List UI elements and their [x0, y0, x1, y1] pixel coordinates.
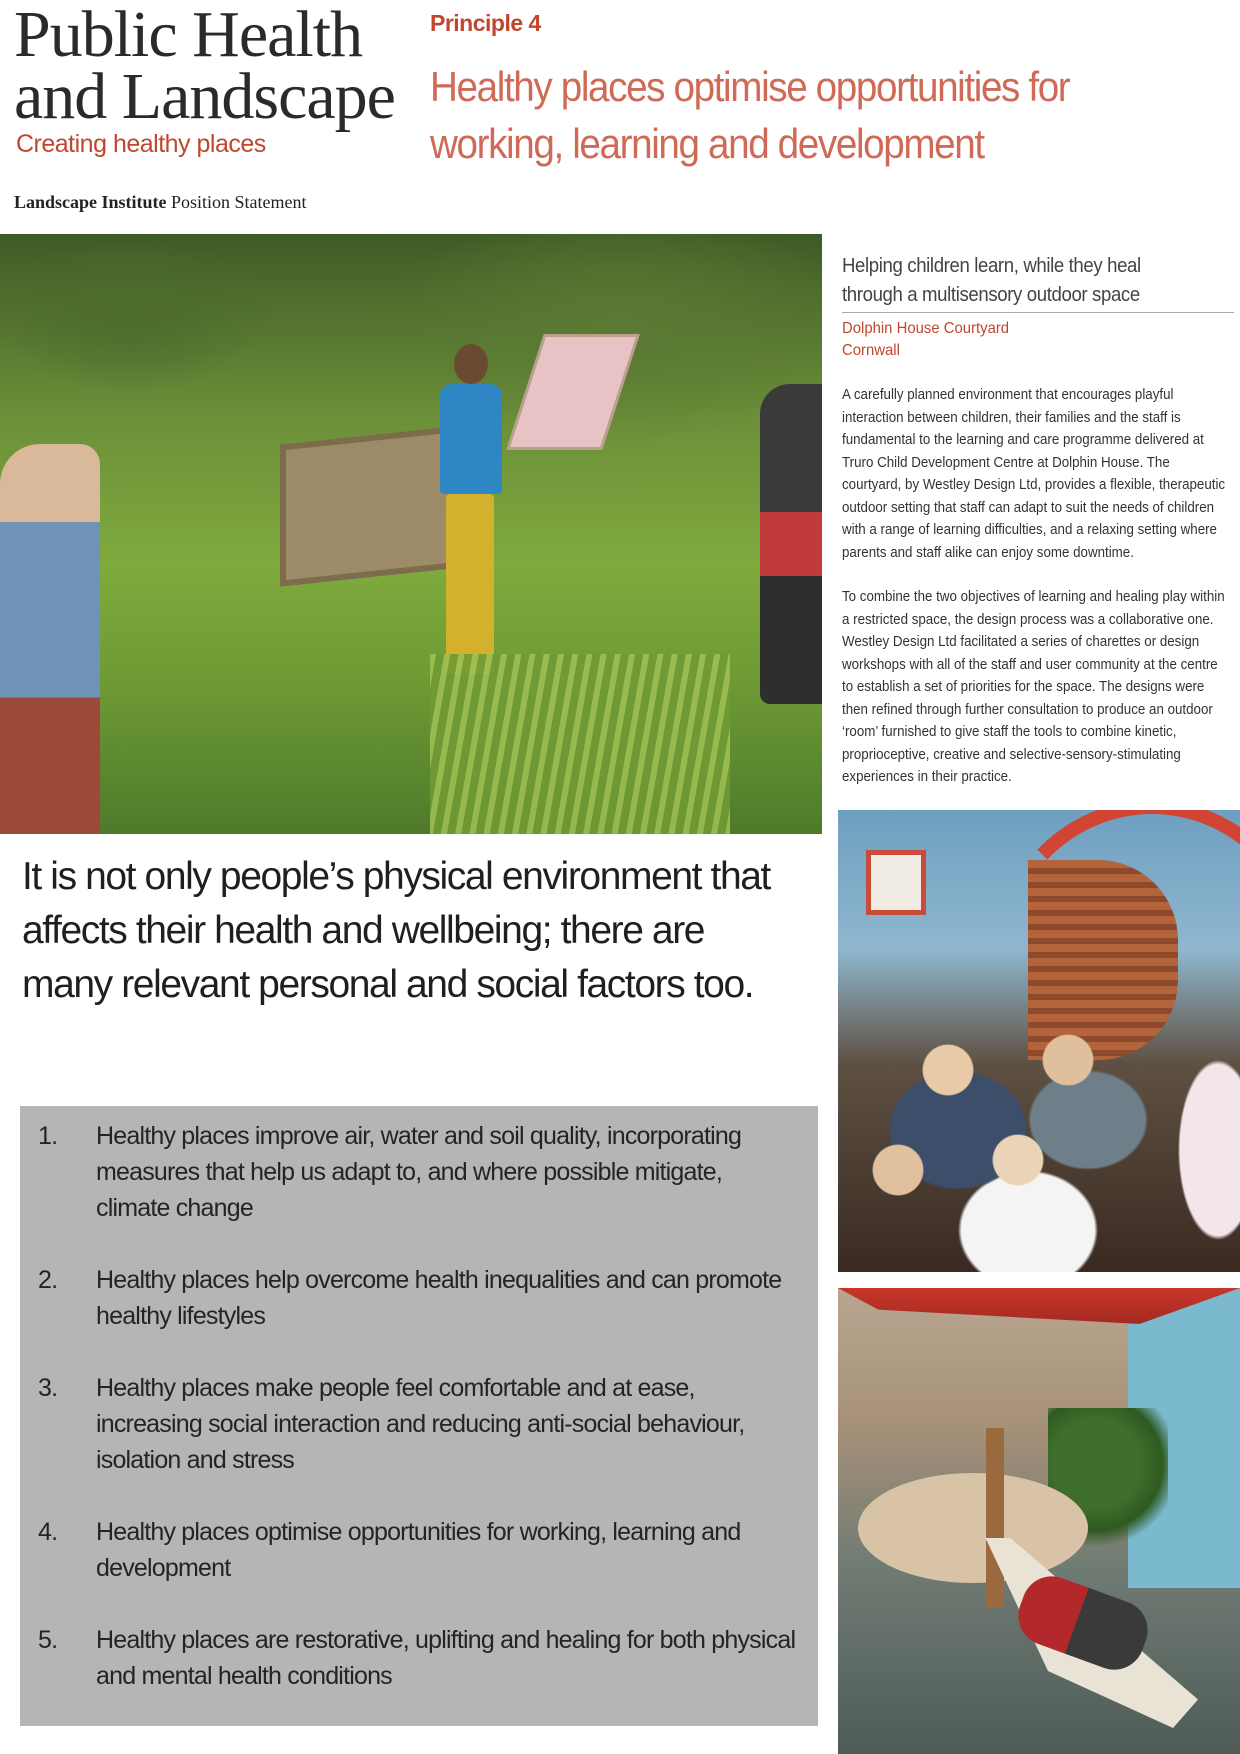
- principle-text: Healthy places are restorative, uplifting and healing for both physical and mental health conditions: [96, 1626, 796, 1690]
- document-title: [14, 0, 395, 133]
- principle-number: 3.: [38, 1374, 58, 1402]
- case-study-location-name: Dolphin House Courtyard: [842, 320, 1010, 337]
- case-study-location: [842, 318, 1009, 362]
- garden-photo: [0, 234, 822, 834]
- publisher-line: [14, 192, 307, 213]
- principle-number: 5.: [38, 1626, 58, 1654]
- principle-item: [38, 1262, 798, 1334]
- principle-text: Healthy places help overcome health inequalities and can promote healthy lifestyles: [96, 1266, 782, 1330]
- document-title-line2: and Landscape: [14, 60, 395, 133]
- principle-text: Healthy places improve air, water and soil quality, incorporating measures that help us adapt to, and where possible mitigate, climate change: [96, 1122, 742, 1222]
- document-title-line1: Public Health: [14, 0, 363, 71]
- publisher-name: Landscape Institute: [14, 192, 167, 212]
- photo-seated-group: [838, 1030, 1240, 1272]
- courtyard-group-photo: [838, 810, 1240, 1272]
- case-study-paragraph-2: To combine the two objectives of learning and healing play within a restricted space, the design process was a collaborative one. Westley Design Ltd facilitated a series of charettes or design workshops with all of the staff and user community at the centre to establish a set of priorities for the space. The designs were then refined through further consultation to produce an outdoor ‘room’ furnished to give staff the tools to combine kinetic, proprioceptive, creative and selective-sensory-stimulating experiences in their practice.: [842, 589, 1225, 785]
- principle-number: 1.: [38, 1122, 58, 1150]
- principle-item: [38, 1514, 798, 1586]
- principle-heading: Healthy places optimise opportunities for working, learning and development: [430, 63, 1070, 167]
- case-study-paragraph-1: A carefully planned environment that encourages playful interaction between children, their families and the staff is fundamental to the learning and care programme delivered at Truro Child Development Centre at Dolphin House. The courtyard, by Westley Design Ltd, provides a flexible, therapeutic outdoor setting that staff can adapt to suit the needs of children with a range of learning difficulties, and a relaxing setting where parents and staff alike can enjoy some downtime.: [842, 387, 1226, 561]
- pull-quote-statement: It is not only people’s physical environment that affects their health and wellbeing; there are many relevant personal and social factors too.: [22, 855, 770, 1006]
- photo-sandpit: [858, 1473, 1088, 1583]
- photo-deck-chair: [506, 334, 640, 450]
- principle-text: Healthy places optimise opportunities for working, learning and development: [96, 1518, 741, 1582]
- case-study-divider: [842, 312, 1234, 313]
- photo-pram: [760, 384, 822, 704]
- publisher-doc-type: Position Statement: [171, 192, 307, 212]
- principle-label: Principle 4: [430, 10, 541, 36]
- principle-item: [38, 1622, 798, 1694]
- principle-number: 2.: [38, 1266, 58, 1294]
- photo-woman-figure: [0, 444, 100, 834]
- principle-number: 4.: [38, 1518, 58, 1546]
- photo-wooden-post: [986, 1428, 1004, 1608]
- photo-child-figure: [440, 344, 500, 674]
- case-study-location-region: Cornwall: [842, 342, 900, 359]
- principle-text: Healthy places make people feel comfortable and at ease, increasing social interaction and reducing anti-social behaviour, isolation and stress: [96, 1374, 745, 1474]
- principle-item: [38, 1370, 798, 1480]
- document-subtitle: Creating healthy places: [16, 130, 266, 158]
- photo-plants: [430, 654, 730, 834]
- principles-box: [20, 1106, 818, 1726]
- principle-item: [38, 1118, 798, 1228]
- case-study-title: Helping children learn, while they heal through a multisensory outdoor space: [842, 255, 1141, 306]
- courtyard-hammock-photo: [838, 1288, 1240, 1754]
- photo-window: [866, 850, 926, 915]
